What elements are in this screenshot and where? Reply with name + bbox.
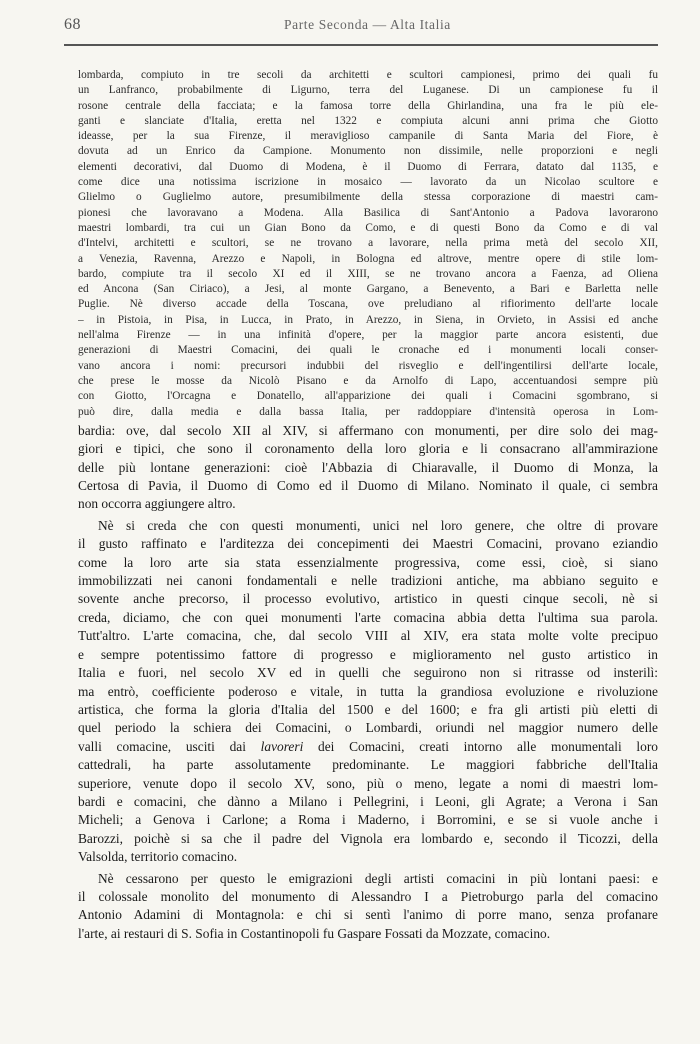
text-line: giori e tipici, che sono il coronamento della loro gloria e li consacrano all'ammirazione <box>78 441 658 457</box>
text-line: Valsolda, territorio comacino. <box>78 849 238 865</box>
text-line: ideasse, per la sua Firenze, il meraviglioso campanile di Santa Maria del Fiore, è <box>78 130 658 143</box>
text-line: elementi decorativi, dal Duomo di Modena, è il Duomo di Ferrara, datato dal 1135, e <box>78 160 658 173</box>
page-number: 68 <box>64 16 81 33</box>
text-line: cattedrali, ha parte assolutamente predominante. Le maggiori fabbriche dell'Italia <box>78 757 658 773</box>
text-line: Glielmo o Guglielmo autore, presumibilmente della stessa corporazione di maestri cam- <box>78 191 658 204</box>
text-line: pionesi che lavoravano a Modena. Alla Basilica di Sant'Antonio a Padova lavorarono <box>78 206 658 219</box>
text-line: Micheli; a Genova i Carlone; a Roma i Maderno, i Borromini, e se si vuole anche i <box>78 812 658 828</box>
text-line: ed Ancona (San Ciriaco), a Jesi, al monte Gargano, a Benevento, a Bari e Barletta nelle <box>78 283 658 296</box>
header-rule <box>64 44 658 46</box>
text-line: Italia e fuori, nel secolo XV ed in quelli che seguirono non si ritrasse od insterilì: <box>78 665 658 681</box>
text-line: con Giotto, l'Orcagna e Donatello, all'apparizione dei quali i Comacini sgombrano, si <box>78 390 658 403</box>
text-line: Tutt'altro. L'arte comacina, che, dal secolo VIII al XIV, era stata molte volte precipuo <box>78 628 658 644</box>
text-line: lombarda, compiuto in tre secoli da architetti e scultori campionesi, primo dei quali fu <box>78 69 658 81</box>
text-line: quel periodo la schiera dei Comacini, o Lombardi, oriundi nel maggior numero delle <box>78 720 658 736</box>
text-line: bardia: ove, dal secolo XII al XIV, si affermano con monumenti, per dire solo dei mag- <box>78 422 658 438</box>
text-line: un Lanfranco, probabilmente di Ligurno, terra del Luganese. Di un campionese fu il <box>78 84 658 97</box>
text-line: sovente anche precorso, il processo evolutivo, artistico in questi cinque secoli, nè si <box>78 591 658 607</box>
text-line: bardi e comacini, che dànno a Milano i Pellegrini, i Leoni, gli Agrate; a Verona i San <box>78 793 658 809</box>
text-line: – in Pistoia, in Pisa, in Lucca, in Prato, in Arezzo, in Siena, in Orvieto, in Assisi ed anche <box>78 313 658 326</box>
text-line: come la loro arte sia stata essenzialmente progressiva, come essi, cioè, si siano <box>78 554 658 570</box>
text-line: che prese le mosse da Nicolò Pisano e da Arnolfo di Lapo, accentuandosi sempre più <box>78 374 658 387</box>
text-line: Nè si creda che con questi monumenti, unici nel loro genere, che oltre di provare <box>98 517 658 533</box>
small-type-block <box>78 68 658 420</box>
text-line: ganti e slanciate d'Italia, eretta nel 1322 e compiuta alcuni anni prima che Giotto <box>78 114 658 127</box>
text-line: può dire, dalla media e dalla bassa Italia, per raddoppiare d'intensità operosa in Lom- <box>78 405 658 418</box>
text-line: il gusto raffinato e l'arditezza dei concepimenti dei Maestri Comacini, provano eziandio <box>78 536 658 552</box>
text-line: l'arte, ai restauri di S. Sofia in Costantinopoli fu Gaspare Fossati da Mozzate, comacino. <box>78 925 551 941</box>
paragraph-3 <box>78 870 658 944</box>
text-line: Antonio Adamini di Montagnola: e chi si sentì l'animo di porre mano, senza profanare <box>78 907 658 923</box>
text-line-with-emphasis <box>78 738 658 756</box>
running-head: Parte Seconda — Alta Italia <box>284 17 451 32</box>
text-line: nell'alma Firenze — in una infinità d'opere, per la maggior parte ancora esistenti, due <box>78 329 658 342</box>
text-line: creda, diciamo, che con quei monumenti l'arte comacina abbia detta l'ultima sua parola. <box>78 609 658 625</box>
text-line: il colossale monolito del monumento di Alessandro I a Pietroburgo parla del comacino <box>78 888 658 904</box>
text-line: non occorra aggiungere altro. <box>78 496 236 512</box>
text-line: Puglie. Nè diverso accade della Toscana, ove preludiano al rifiorimento dell'arte locale <box>78 298 658 311</box>
text-line: ma entrò, coefficiente poderoso e vitale, in tutta la grandiosa evoluzione e rivoluzione <box>78 683 658 699</box>
page-header <box>64 14 658 40</box>
line-end: dei Comacini, creati intorno alle monumentali loro <box>303 738 658 754</box>
text-line: Certosa di Pavia, il Duomo di Como ed il Duomo di Milano. Nominato il quale, ci sembra <box>78 478 658 494</box>
text-line: Barozzi, poichè si sa che il padre del Vignola era lombardo e, secondo il Ticozzi, della <box>78 830 658 846</box>
text-line: superiore, venute dopo il secolo XV, sono, più o meno, legate a nomi di maestri lom- <box>78 775 658 791</box>
text-line: e sempre potentissimo fattore di progresso e miglioramento nel gusto artistico in <box>78 646 658 662</box>
text-line: rosone centrale della facciata; e la famosa torre della Ghirlandina, una fra le più ele- <box>78 99 658 112</box>
text-line: bardo, compiute tra il secolo XI ed il XIII, se ne trovano ancora a Faenza, ad Oliena <box>78 267 658 280</box>
text-line: immobilizzati nei canoni fondamentali e nelle tradizioni antiche, ma abbiano seguito e <box>78 573 658 589</box>
text-line: delle più lontane generazioni: cioè l'Abbazia di Chiaravalle, il Duomo di Monza, la <box>78 459 658 475</box>
text-line: dovuta ad un Enrico da Campione. Monumento non dissimile, nelle proporzioni e negli <box>78 145 658 158</box>
text-line: d'Intelvi, architetti e scultori, se ne trovano a lavorare, nella prima metà del secolo XII, <box>78 237 658 250</box>
paragraph-2 <box>78 517 658 867</box>
paragraph-1 <box>78 422 658 514</box>
text-line: maestri lombardi, tra cui un Gian Bono da Como, e di questi Bono da Como e di val <box>78 221 658 234</box>
line-start: valli comacine, usciti dai <box>78 738 246 754</box>
text-line: Nè cessarono per questo le emigrazioni degli artisti comacini in più lontani paesi: e <box>98 870 658 886</box>
text-line: generazioni di Maestri Comacini, dei quali le cronache ed i monumenti locali conser- <box>78 344 658 357</box>
text-line: come dice una notissima iscrizione in mosaico — lavorato da un Nicolao scultore e <box>78 176 658 189</box>
text-line: a Venezia, Ravenna, Arezzo e Napoli, in Bologna ed altrove, mentre opere di stile lom- <box>78 252 658 265</box>
emphasized-word: lavoreri <box>260 738 304 754</box>
text-line: vano ancora i nomi: precursori indubbii del risveglio e dell'ingentilirsi dell'arte locale, <box>78 359 658 372</box>
body-text <box>78 68 658 943</box>
text-line: artistica, che forma la gloria d'Italia del 1500 e del 1600; e fra gli artisti più eletti di <box>78 701 658 717</box>
